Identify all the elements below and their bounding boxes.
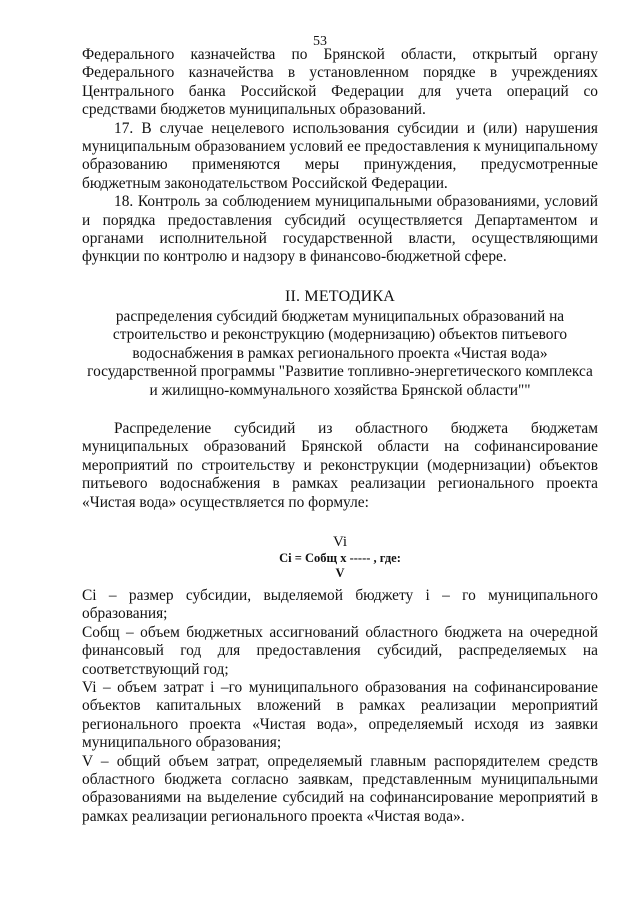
formula [82,534,598,581]
paragraph-intro: Распределение субсидий из областного бюджета бюджетам муниципальных образований Брянской области на софинансирование мероприятий по строительству и реконструкции (модернизации) объектов питьевого водоснабжения в рамках реализации регионального проекта «Чистая вода» осуществляется по формуле: [82,419,598,511]
paragraph-18: 18. Контроль за соблюдением муниципальными образованиями, условий и порядка предоставления субсидий осуществляется Департаментом и органами исполнительной государственной власти, осуществляющими функции по контролю и надзору в финансово-бюджетной сфере. [82,193,598,266]
definition-ci: Ci – размер субсидии, выделяемой бюджету i – го муниципального образования; [82,586,598,623]
formula-numerator: Vi [332,533,348,550]
definition-v: V – общий объем затрат, определяемый главным распорядителем средств областного бюджета согласно заявкам, представленным муниципальными образованиями на выделение субсидий на софинансирование мероприятий в рамках реализации регионального проекта «Чистая вода». [82,752,598,825]
formula-main: Ci = Cобщ x ----- , где: [279,550,401,565]
document-body [82,46,598,826]
definition-cobsh: Cобщ – объем бюджетных ассигнований областного бюджета на очередной финансовый год для предоставления субсидий, распределяемых на соответствующий год; [82,623,598,678]
paragraph-17: 17. В случае нецелевого использования субсидии и (или) нарушения муниципальным образованием условий ее предоставления к муниципальному образованию применяются меры принуждения, предусмотренные бюджетным законодательством Российской Федерации. [82,119,598,192]
page-number: 53 [313,34,327,49]
paragraph-continuation: Федерального казначейства по Брянской области, открытый органу Федерального казначейства в установленном порядке в учреждениях Центрального банка Российской Федерации для учета операций со средствами бюджетов муниципальных образований. [82,46,598,119]
section-subtitle: распределения субсидий бюджетам муниципальных образований на строительство и реконструкцию (модернизацию) объектов питьевого водоснабжения в рамках регионального проекта «Чистая вода» государственной программы "Развитие топливно-энергетического комплекса и жилищно-коммунального хозяйства Брянской области"" [87,307,593,399]
formula-denominator: V [335,565,345,580]
section-heading: II. МЕТОДИКА [284,287,396,305]
definition-vi: Vi – объем затрат i –го муниципального образования на софинансирование объектов капитальных вложений в рамках реализации мероприятий регионального проекта «Чистая вода», определяемый исходя из заявки муниципального образования; [82,678,598,752]
